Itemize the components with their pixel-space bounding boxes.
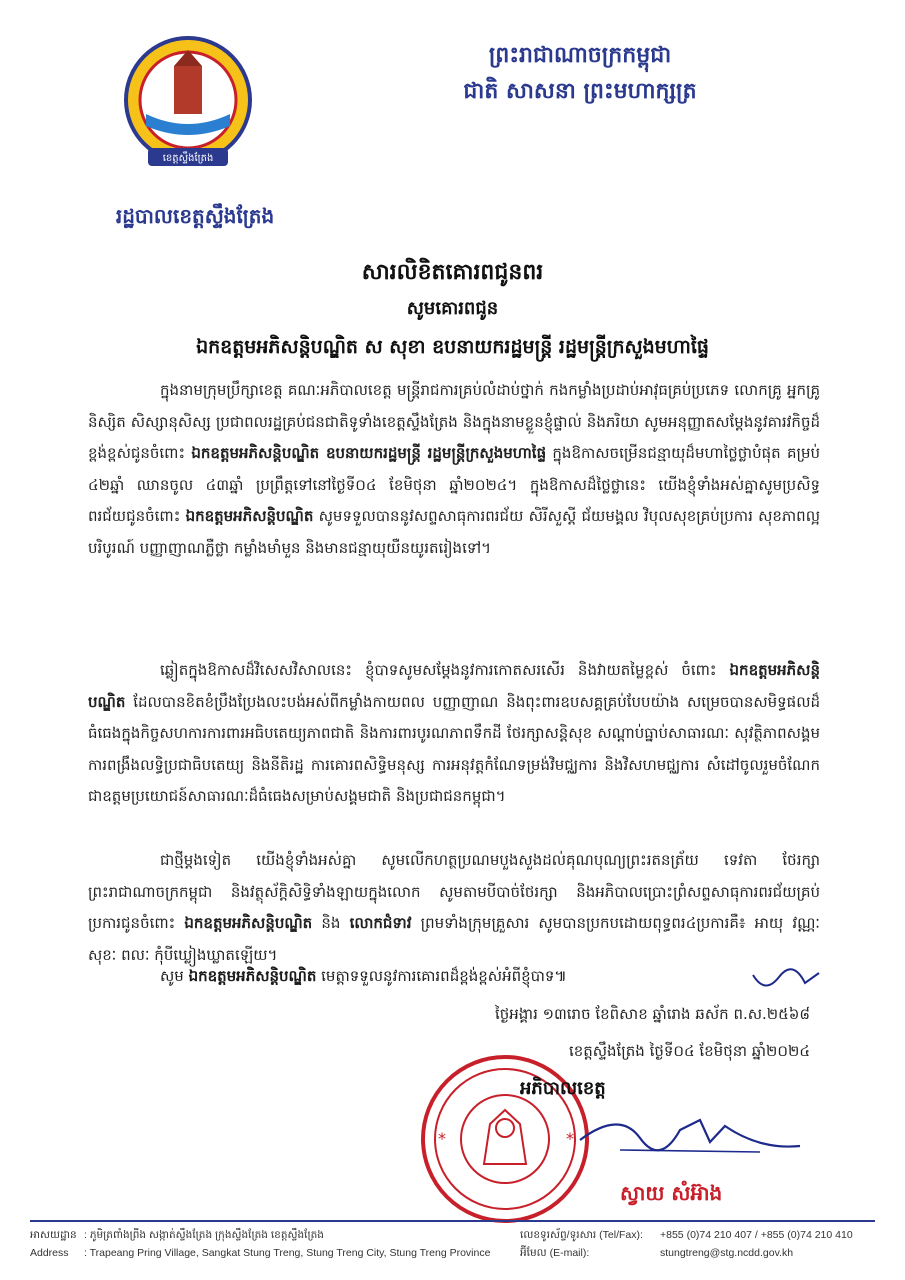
kingdom-header — [300, 38, 860, 110]
phone-number: +855 (0)74 210 407 / +855 (0)74 210 410 — [660, 1229, 853, 1241]
p3-honorific: ឯកឧត្តមអភិសន្តិបណ្ឌិត — [184, 914, 313, 932]
address-en: : Trapeang Pring Village, Sangkat Stung Treng, Stung Treng City, Stung Treng Province — [84, 1247, 491, 1259]
footer-email — [520, 1247, 793, 1262]
p1-text-e: សូមទទួលបាននូវសព្ទសាធុការពរជ័យ សិរីសួស្តី ជ័យមង្គល វិបុលសុខគ្រប់ប្រការ សុខភាពល្អបរិបូរណ៍ បញ្ញាញាណភ្លឺថ្លា កម្លាំងមាំមួន និងមានជន្មាយុយឺនយូរតរៀងទៅ។ — [88, 507, 820, 557]
p4-honorific: ឯកឧត្តមអភិសន្តិបណ្ឌិត — [188, 967, 317, 985]
handwritten-mark — [745, 965, 825, 1005]
province-logo — [118, 30, 258, 190]
email-label: អ៊ីមែល (E-mail): — [520, 1247, 590, 1259]
svg-text:*: * — [566, 1129, 574, 1148]
kingdom-title: ព្រះរាជាណាចក្រកម្ពុជា — [488, 43, 672, 68]
p3-text-a: ជាថ្មីម្តងទៀត យើងខ្ញុំទាំងអស់គ្នា សូមលើកហត្ថប្រណមបួងសួងដល់គុណបុណ្យព្រះរតនត្រ័យ ទេវតា ថែរក្សាព្រះរាជាណាចក្រកម្ពុជា និងវត្ថុស័ក្តិសិទ្ធិទាំងឡាយក្នុងលោក សូមតាមបីបាច់ថែរក្សា និងអភិបាលប្រោះព្រំសព្ទសាធុការពរជ័យគ្រប់ប្រការជូនចំពោះ — [88, 851, 820, 932]
p3-spouse-title: លោកជំទាវ — [349, 914, 412, 932]
address-label-km: អាសយដ្ឋាន — [30, 1229, 77, 1241]
recipient-line: ឯកឧត្តមអភិសន្តិបណ្ឌិត ស សុខា ឧបនាយករដ្ឋមន្ត្រី រដ្ឋមន្ត្រីក្រសួងមហាផ្ទៃ — [196, 336, 709, 358]
paragraph-4 — [160, 967, 800, 989]
p2-text-a: ឆ្លៀតក្នុងឱកាសដ៏វិសេសវិសាលនេះ ខ្ញុំបាទសូមសម្តែងនូវការកោតសរសើរ និងវាយតម្លៃខ្ពស់ ចំពោះ — [160, 661, 730, 679]
footer-divider — [30, 1220, 875, 1222]
svg-text:*: * — [438, 1129, 446, 1148]
paragraph-3 — [88, 845, 820, 971]
solar-date: ខេត្តស្ទឹងត្រែង ថ្ងៃទី០៤ ខែមិថុនា ឆ្នាំ២០២៤ — [568, 1042, 810, 1060]
email-address[interactable]: stungtreng@stg.ncdd.gov.kh — [660, 1247, 794, 1259]
p1-honorific: ឯកឧត្តមអភិសន្តិបណ្ឌិត ឧបនាយករដ្ឋមន្ត្រី រដ្ឋមន្ត្រីក្រសួងមហាផ្ទៃ — [191, 444, 547, 462]
p1-honorific-2: ឯកឧត្តមអភិសន្តិបណ្ឌិត — [185, 507, 314, 525]
p3-text-c: និង — [312, 914, 350, 932]
address-km: : ភូមិត្រពាំងព្រីង សង្កាត់ស្ទឹងត្រែង ក្រុងស្ទឹងត្រែង ខេត្តស្ទឹងត្រែង — [84, 1229, 324, 1241]
letter-title: សារលិខិតគោរពជូនពរ — [361, 260, 544, 285]
lunar-date: ថ្ងៃអង្គារ ១៣រោច ខែពិសាខ ឆ្នាំរោង ឆស័ក ព.ស.២៥៦៨ — [495, 1005, 810, 1023]
p2-honorific: ឯកឧត្តមអភិសន្តិបណ្ឌិត — [88, 661, 820, 711]
p4-text-a: សូម — [160, 967, 189, 985]
national-motto: ជាតិ សាសនា ព្រះមហាក្សត្រ — [463, 79, 697, 104]
phone-label: លេខទូរស័ព្ទ/ទូរសារ (Tel/Fax): — [520, 1229, 643, 1241]
footer-address-en — [30, 1247, 490, 1259]
footer-address-km — [30, 1229, 324, 1244]
signatory-title: អភិបាលខេត្ត — [520, 1078, 606, 1099]
p4-text-c: មេត្តាទទួលនូវការគោរពដ៏ខ្ពង់ខ្ពស់អំពីខ្ញុំបាទ៕ — [316, 967, 567, 985]
letter-subtitle: សូមគោរពជូន — [406, 298, 499, 319]
paragraph-2 — [88, 655, 820, 813]
signatory-name: ស្វាយ សំអ៊ាង — [620, 1181, 723, 1205]
p3-text-e: ព្រមទាំងក្រុមគ្រួសារ សូមបានប្រកបដោយពុទ្ធពរ៤ប្រការគឺ៖ អាយុ វណ្ណៈ សុខៈ ពលៈ កុំបីឃ្លៀងឃ្លាតឡើយ។ — [88, 914, 820, 964]
address-label-en: Address — [30, 1247, 69, 1259]
p1-text-a: ក្នុងនាមក្រុមប្រឹក្សាខេត្ត គណៈអភិបាលខេត្ត មន្ត្រីរាជការគ្រប់លំដាប់ថ្នាក់ កងកម្លាំងប្រដាប់អាវុធគ្រប់ប្រភេទ លោកគ្រូ អ្នកគ្រូ និស្សិត សិស្សានុសិស្ស ប្រជាពលរដ្ឋគ្រប់ជនជាតិទូទាំងខេត្តស្ទឹងត្រែង និងក្នុងនាមខ្លួនខ្ញុំផ្ទាល់ និងភរិយា សូមអនុញ្ញាតសម្តែងនូវគារវកិច្ចដ៏ខ្ពង់ខ្ពស់ជូនចំពោះ — [88, 381, 820, 462]
p1-text-c: ក្នុងឱកាសចម្រើនជន្មាយុដ៏មហាថ្លៃថ្លាបំផុត គម្រប់ ៤២ឆ្នាំ ឈានចូល ៤៣ឆ្នាំ ប្រព្រឹត្តទៅនៅថ្ងៃទី០៤ ខែមិថុនា ឆ្នាំ២០២៤។ ក្នុងឱកាសដ៏ថ្លៃថ្លានេះ យើងខ្ញុំទាំងអស់គ្នាសូមប្រសិទ្ធពរជ័យជូនចំពោះ — [88, 444, 820, 525]
footer-phone — [520, 1229, 853, 1244]
paragraph-1 — [88, 375, 820, 564]
logo-caption: ខេត្តស្ទឹងត្រែង — [162, 153, 214, 164]
p2-text-c: ដែលបានខិតខំប្រឹងប្រែងលះបង់អស់ពីកម្លាំងកាយពល បញ្ញាញាណ និងពុះពារឧបសគ្គគ្រប់បែបយ៉ាង សម្រេចបានសមិទ្ធផលដ៏ធំធេងក្នុងកិច្ចសហការការពារអធិបតេយ្យភាពជាតិ និងការពារបូរណភាពទឹកដី ថែរក្សាសន្តិសុខ សណ្តាប់ធ្នាប់សាធារណៈ សុវត្ថិភាពសង្គម ការពង្រឹងលទ្ធិប្រជាធិបតេយ្យ និងនីតិរដ្ឋ ការគោរពសិទ្ធិមនុស្ស ការអនុវត្តកំណែទម្រង់វិមជ្ឈការ និងវិសហមជ្ឈការ សំដៅចូលរួមចំណែកជាឧត្តមប្រយោជន៍សាធារណៈដ៏ធំធេងសម្រាប់សង្គមជាតិ និងប្រជាជនកម្ពុជា។ — [88, 692, 820, 805]
handwritten-signature — [560, 1090, 810, 1170]
provincial-admin-name: រដ្ឋបាលខេត្តស្ទឹងត្រែង — [115, 204, 275, 228]
